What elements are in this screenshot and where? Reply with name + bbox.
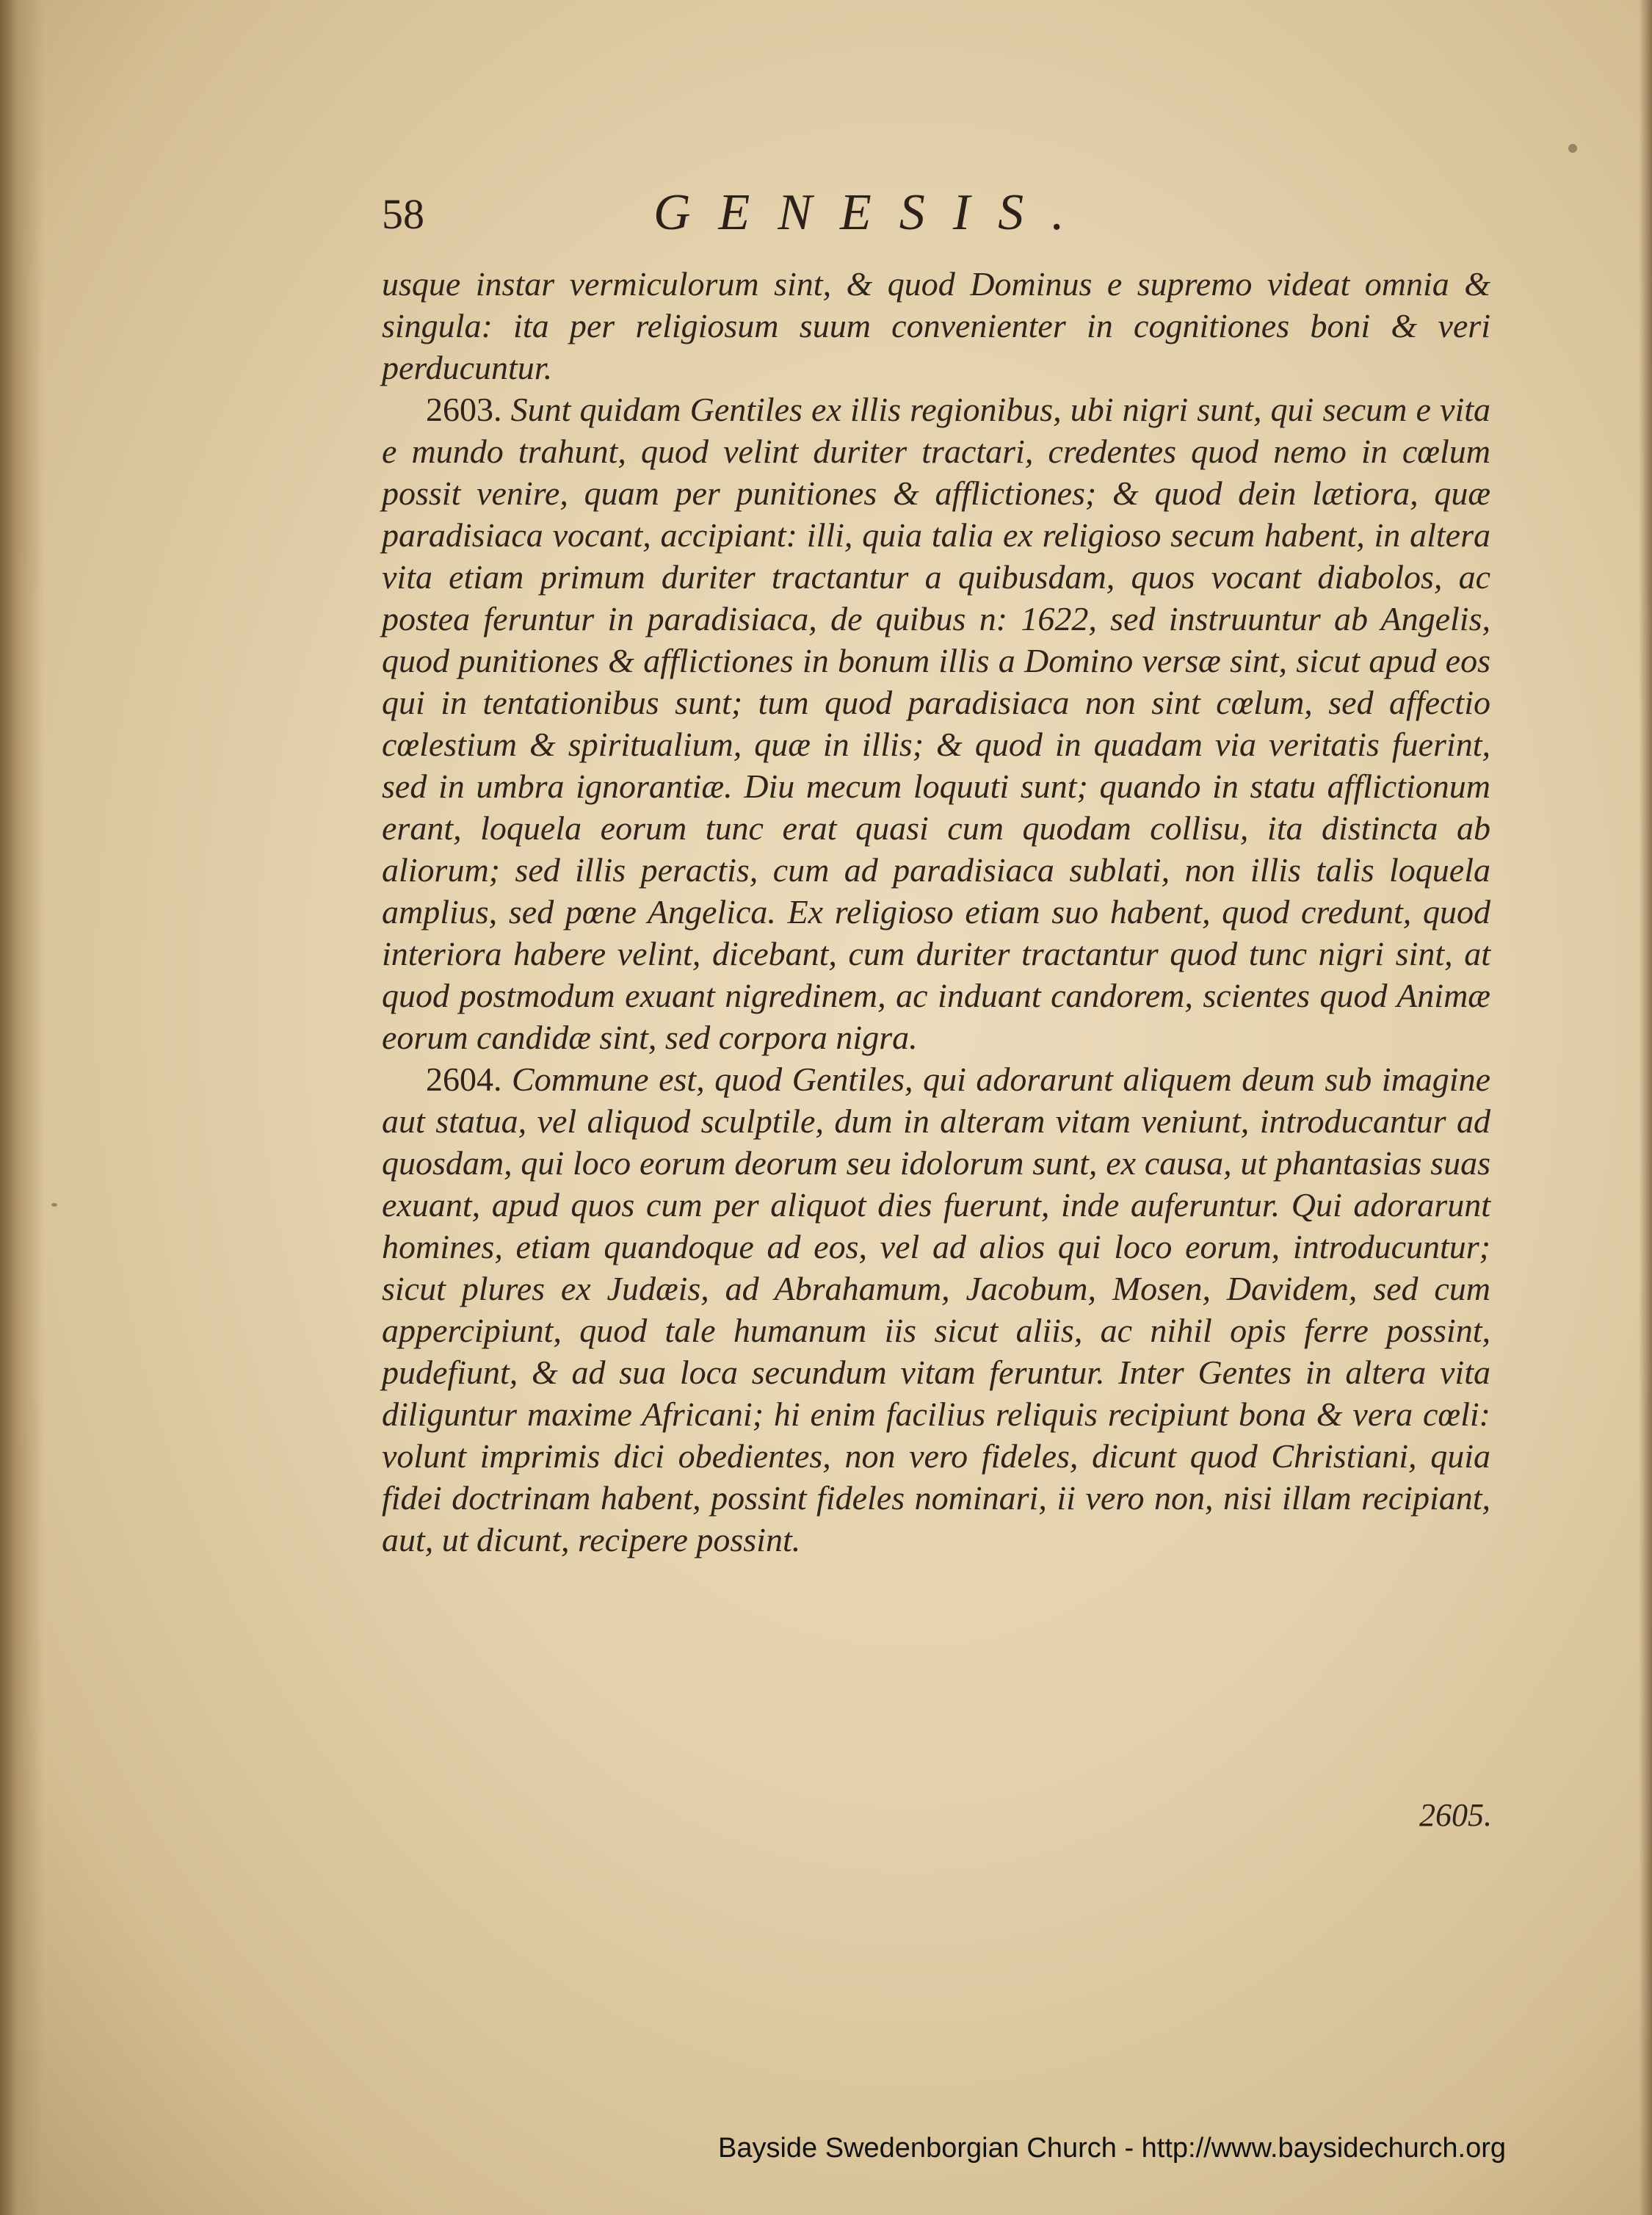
paragraph-number: 2604.	[426, 1060, 502, 1098]
paragraph-2603	[382, 389, 1490, 1058]
watermark-caption: Bayside Swedenborgian Church - http://www.baysidechurch.org	[718, 2133, 1507, 2164]
paragraph-text: Sunt quidam Gentiles ex illis regionibus, ubi nigri sunt, qui secum e vita e mundo trahunt, quod velint duriter tractari, credentes quod nemo in cœlum possit venire, quam per punitiones & afflictiones; & quod dein lætiora, quæ paradisiaca vocant, accipiant: illi, quia talia ex religioso secum habent, in altera vita etiam primum duriter tractantur a quibusdam, quos vocant diabolos, ac postea feruntur in paradisiaca, de quibus n: 1622, sed instruuntur ab Angelis, quod punitiones & afflictiones in bonum illis a Domino versæ sint, sicut apud eos qui in tentationibus sunt; tum quod paradisiaca non sint cœlum, sed affectio cœlestium & spiritualium, quæ in illis; & quod in quadam via veritatis fuerint, sed in umbra ignorantiæ. Diu mecum loquuti sunt; quando in statu afflictionum erant, loquela eorum tunc erat quasi cum quodam collisu, ita distincta ab aliorum; sed illis peractis, cum ad paradisiaca sublati, non illis talis loquela amplius, sed pœne Angelica. Ex religioso etiam suo habent, quod credunt, quod interiora habere velint, dicebant, cum duriter tractantur quod tunc nigri sint, at quod postmodum exuant nigredinem, ac induant candorem, scientes quod Animæ eorum candidæ sint, sed corpora nigra.	[382, 391, 1491, 1056]
paper-speck	[1568, 144, 1577, 153]
paragraph-text: usque instar vermiculorum sint, & quod Dominus e supremo videat omnia & singula: ita per religiosum suum convenienter in cognitiones boni & veri perducuntur.	[382, 265, 1490, 386]
page-edge-shadow	[1639, 0, 1652, 2215]
paragraph-number: 2603.	[426, 391, 502, 428]
paragraph-continued	[382, 263, 1490, 389]
body-text	[382, 263, 1490, 1561]
paper-speck	[51, 1203, 57, 1207]
paragraph-text: Commune est, quod Gentiles, qui adorarunt aliquem deum sub imagine aut statua, vel aliquod sculptile, dum in alteram vitam veniunt, introducantur ad quosdam, qui loco eorum deorum seu idolorum sunt, ex causa, ut phantasias suas exuant, apud quos cum per aliquot dies fuerunt, inde auferuntur. Qui adorarunt homines, etiam quandoque ad eos, vel ad alios qui loco eorum, introducuntur; sicut plures ex Judæis, ad Abrahamum, Jacobum, Mosen, Davidem, sed cum appercipiunt, quod tale humanum iis sicut aliis, ac nihil opis ferre possint, pudefiunt, & ad sua loca secundum vitam feruntur. Inter Gentes in altera vita diliguntur maxime Africani; hi enim facilius reliquis recipiunt bona & vera cœli: volunt imprimis dici obedientes, non vero fideles, dicunt quod Christiani, quia fidei doctrinam habent, possint fideles nominari, ii vero non, nisi illam recipiant, aut, ut dicunt, recipere possint.	[382, 1060, 1490, 1558]
binding-gutter	[0, 0, 44, 2215]
paragraph-2604	[382, 1058, 1490, 1561]
running-title: GENESIS.	[653, 184, 1093, 241]
page-header	[382, 176, 1505, 264]
page-number: 58	[382, 190, 424, 238]
catchword: 2605.	[1419, 1797, 1492, 1833]
